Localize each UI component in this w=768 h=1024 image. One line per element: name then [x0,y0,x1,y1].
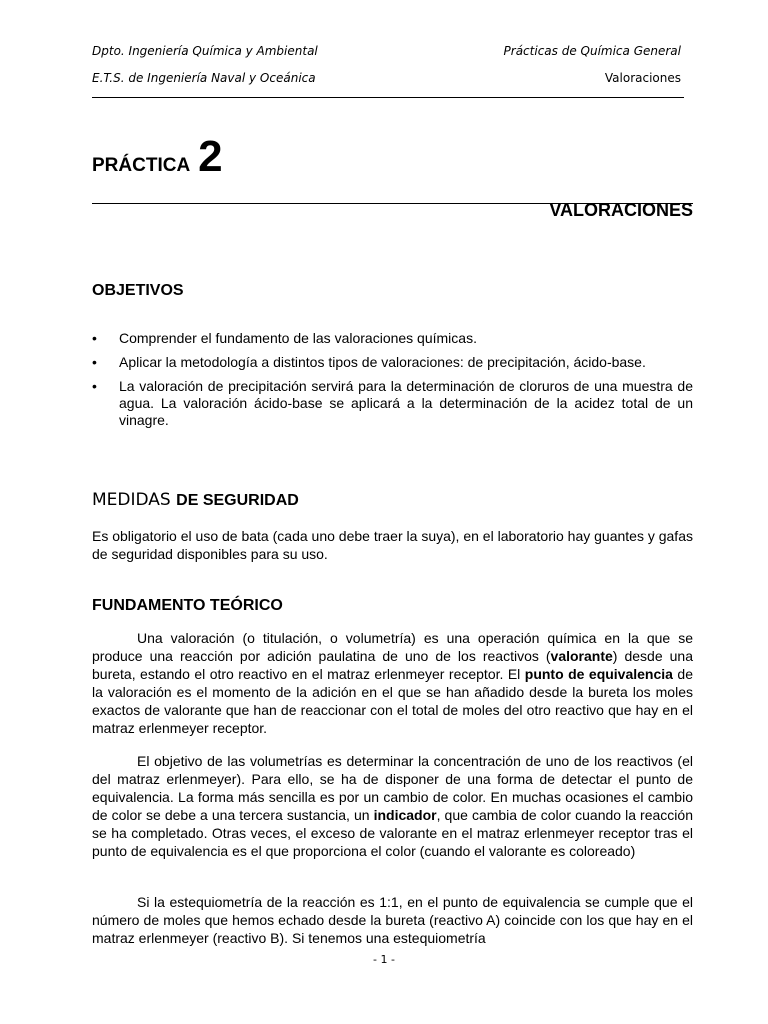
objetivos-list [92,330,693,436]
list-item: • Comprender el fundamento de las valoraciones químicas. [92,330,693,347]
header-course: Prácticas de Química General [503,44,681,58]
seguridad-text: Es obligatorio el uso de bata (cada uno debe traer la suya), en el laboratorio hay guantes y gafas de seguridad disponibles para su uso. [92,528,693,562]
term-indicador: indicador [373,807,437,823]
header-department: Dpto. Ingeniería Química y Ambiental [92,44,318,58]
fundamento-paragraph-2: El objetivo de las volumetrías es determinar la concentración de uno de los reactivos (el del matraz erlenmeyer). Para ello, se ha de disponer de una forma de detectar el punto de equivalencia. La forma más sencilla es por un cambio de color. En muchas ocasiones el cambio de color se debe a una tercera sustancia, un indicador, que cambia de color cuando la reacción se ha completado. Otras veces, el exceso de valorante en el matraz erlenmeyer receptor tras el punto de equivalencia es el que proporciona el color (cuando el valorante es coloreado) [92,753,693,859]
term-valorante: valorante [550,648,613,664]
page-title [92,132,223,182]
objetivos-heading: OBJETIVOS [92,282,184,299]
header-school: E.T.S. de Ingeniería Naval y Oceánica [92,71,316,85]
title-word: PRÁCTICA [92,155,191,176]
seguridad-heading-a: MEDIDAS [92,490,177,510]
page-number: - 1 - [373,953,395,966]
term-punto-equivalencia: punto de equivalencia [524,666,673,682]
page-subtitle: VALORACIONES [549,200,693,220]
seguridad-heading [92,490,299,510]
title-number: 2 [198,132,223,181]
fundamento-heading: FUNDAMENTO TEÓRICO [92,597,283,614]
fundamento-paragraph-3: Si la estequiometría de la reacción es 1:1, en el punto de equivalencia se cumple que el número de moles que hemos echado desde la bureta (reactivo A) coincide con los que hay en el matraz erlenmeyer (reactivo B). Si tenemos una estequiometría [92,894,693,946]
list-item: • Aplicar la metodología a distintos tipos de valoraciones: de precipitación, ácido-base. [92,354,693,371]
list-item: • La valoración de precipitación servirá para la determinación de cloruros de una muestra de agua. La valoración ácido-base se aplicará a la determinación de la acidez total de un vinagre. [92,378,693,429]
seguridad-heading-b: DE SEGURIDAD [176,492,299,509]
fundamento-paragraph-1: Una valoración (o titulación, o volumetría) es una operación química en la que se produce una reacción por adición paulatina de uno de los reactivos (valorante) desde una bureta, estando el otro reactivo en el matraz erlenmeyer receptor. El punto de equivalencia de la valoración es el momento de la adición en el que se han añadido desde la bureta los moles exactos de valorante que han de reaccionar con el total de moles del otro reactivo que hay en el matraz erlenmeyer receptor. [92,630,693,736]
header-rule [92,97,684,98]
header-topic: Valoraciones [604,71,681,85]
